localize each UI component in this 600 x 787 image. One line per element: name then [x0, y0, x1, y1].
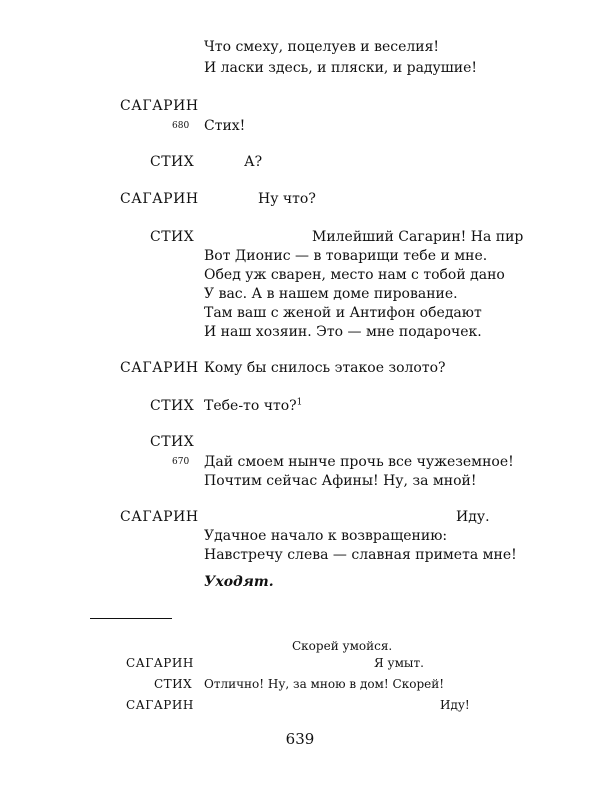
speaker-label: САГАРИН [120, 509, 199, 525]
page-number: 639 [285, 730, 315, 748]
verse-line: Стих! [204, 118, 246, 134]
verse-line [204, 397, 302, 415]
verse-text: Тебе-то что? [204, 398, 297, 414]
footnote-line: Иду! [440, 698, 470, 712]
footnote-speaker: САГАРИН [126, 656, 194, 670]
speaker-label: САГАРИН [120, 98, 199, 114]
speaker-label: САГАРИН [120, 191, 199, 207]
verse-line: Дай смоем нынче прочь все чужеземное! [204, 454, 514, 470]
speaker-label: САГАРИН [120, 360, 199, 376]
verse-line: И ласки здесь, и пляски, и радушие! [204, 60, 478, 76]
verse-line: Там ваш с женой и Антифон обедают [204, 305, 482, 321]
verse-line: Что смеху, поцелуев и веселия! [204, 39, 440, 55]
verse-line: Иду. [456, 509, 490, 525]
verse-line: Кому бы снилось этакое золото? [204, 360, 446, 376]
line-number: 670 [172, 457, 190, 467]
line-number: 680 [172, 121, 190, 131]
footnote-line: Я умыт. [374, 656, 424, 670]
verse-line: И наш хозяин. Это — мне подарочек. [204, 324, 482, 340]
speaker-label: СТИХ [150, 434, 195, 450]
footnote-line: Отлично! Ну, за мною в дом! Скорей! [204, 677, 445, 691]
verse-line: А? [244, 154, 263, 170]
speaker-label: СТИХ [150, 398, 195, 414]
verse-line: Почтим сейчас Афины! Ну, за мной! [204, 473, 477, 489]
footnote-rule [90, 618, 172, 619]
verse-line: Ну что? [258, 191, 316, 207]
footnote-speaker: СТИХ [154, 677, 193, 691]
verse-line: Навстречу слева — славная примета мне! [204, 547, 517, 563]
verse-line: Удачное начало к возвращению: [204, 528, 448, 544]
speaker-label: СТИХ [150, 154, 195, 170]
footnote-line: Скорей умойся. [292, 639, 393, 653]
verse-line: Обед уж сварен, место нам с тобой дано [204, 267, 505, 283]
verse-line: Милейший Сагарин! На пир [312, 229, 524, 245]
verse-line: Вот Дионис — в товарищи тебе и мне. [204, 248, 488, 264]
stage-direction: Уходят. [204, 574, 274, 590]
footnote-marker: 1 [296, 397, 303, 408]
footnote-speaker: САГАРИН [126, 698, 194, 712]
verse-line: У вас. А в нашем доме пирование. [204, 286, 458, 302]
speaker-label: СТИХ [150, 229, 195, 245]
